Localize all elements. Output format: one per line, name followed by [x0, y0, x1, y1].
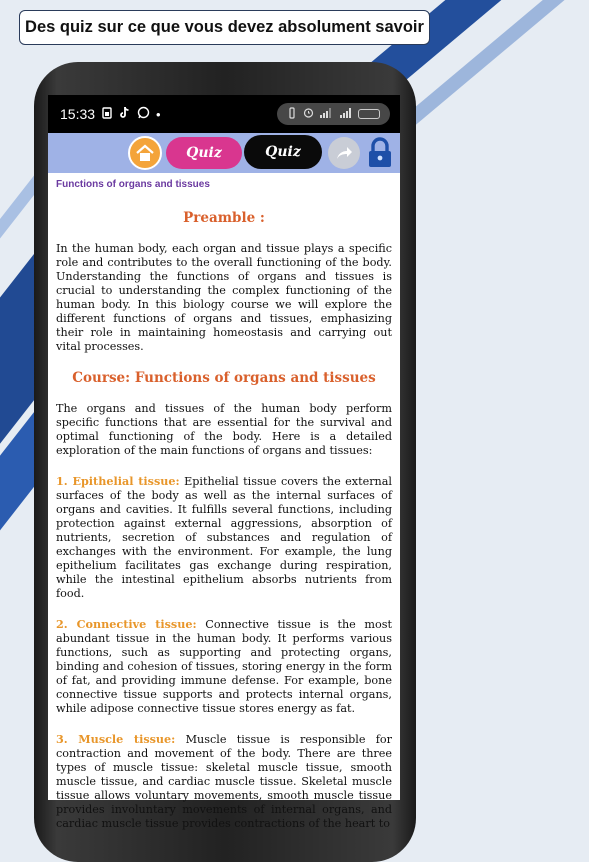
section-label: 3. Muscle tissue:: [56, 732, 176, 746]
alarm-icon: [303, 107, 314, 121]
share-button[interactable]: [328, 137, 360, 169]
section-paragraph: [56, 617, 392, 716]
app-toolbar: [48, 133, 400, 173]
section-label: 2. Connective tissue:: [56, 617, 197, 631]
section-paragraph: [56, 732, 392, 831]
status-time: 15:33: [60, 106, 96, 122]
tiktok-icon: [119, 106, 131, 122]
promo-banner: Des quiz sur ce que vous devez absolument savoir: [19, 10, 430, 45]
battery-icon: [358, 109, 380, 119]
signal-icon: [320, 108, 332, 121]
sim-card-icon: [101, 107, 113, 122]
section-label: 1. Epithelial tissue:: [56, 474, 180, 488]
home-button[interactable]: [128, 136, 162, 170]
home-icon: [135, 144, 155, 162]
4g-signal-icon: [338, 108, 352, 121]
page-title: Functions of organs and tissues: [56, 179, 210, 190]
section-text: Epithelial tissue covers the external surfaces of the body as well as the internal surfaces of organs and cavities. It fulfills several functions, including protection against external aggressions, absorption of nutrients, secretion of substances and regulation of exchanges with the environment. For example, the lung epithelium facilitates gas exchange during respiration, while the intestinal epithelium absorbs nutrients from food.: [56, 475, 393, 600]
section-paragraph: [56, 474, 392, 601]
section-text: Muscle tissue is responsible for contraction and movement of the body. There are three types of muscle tissue: skeletal muscle tissue, smooth muscle tissue, and cardiac muscle tissue. Skeletal muscle tissue allows voluntary movements, smooth muscle tissue provides involuntary movements of internal organs, and cardiac muscle tissue provides contractions of the heart to: [56, 733, 392, 830]
section-text: Connective tissue is the most abundant tissue in the human body. It performs various functions, such as supporting and protecting organs, binding and cohesion of tissues, storing energy in the form of fat, and providing immune defense. For example, bone connective tissue supports and protects internal organs, while adipose connective tissue stores energy as fat.: [56, 618, 392, 715]
whatsapp-icon: [137, 106, 150, 122]
course-heading: Course: Functions of organs and tissues: [72, 370, 376, 386]
quiz-button-pink[interactable]: Quiz: [166, 137, 242, 169]
dot-icon: •: [156, 106, 161, 122]
vibrate-icon: [287, 107, 297, 122]
phone-screen: [48, 95, 400, 830]
course-intro: The organs and tissues of the human body perform specific functions that are essential for the survival and optimal functioning of the body. Here is a detailed exploration of the main functions of organs and tissues:: [56, 402, 392, 457]
status-bar: [48, 95, 400, 133]
article-content: [48, 173, 400, 831]
quiz-button-black[interactable]: Quiz: [244, 135, 322, 169]
lock-button[interactable]: [364, 137, 396, 169]
preamble-heading: Preamble :: [183, 210, 265, 226]
status-right-group: [277, 103, 390, 125]
share-icon: [335, 146, 353, 160]
lock-icon: [365, 137, 395, 169]
preamble-text: In the human body, each organ and tissue plays a specific role and contributes to the overall functioning of the body. Understanding the functions of organs and tissues is crucial to understanding the complex functioning of the human body. In this biology course we will explore the different functions of organs and tissues, emphasizing their role in maintaining homeostasis and carrying out vital processes.: [56, 242, 392, 353]
